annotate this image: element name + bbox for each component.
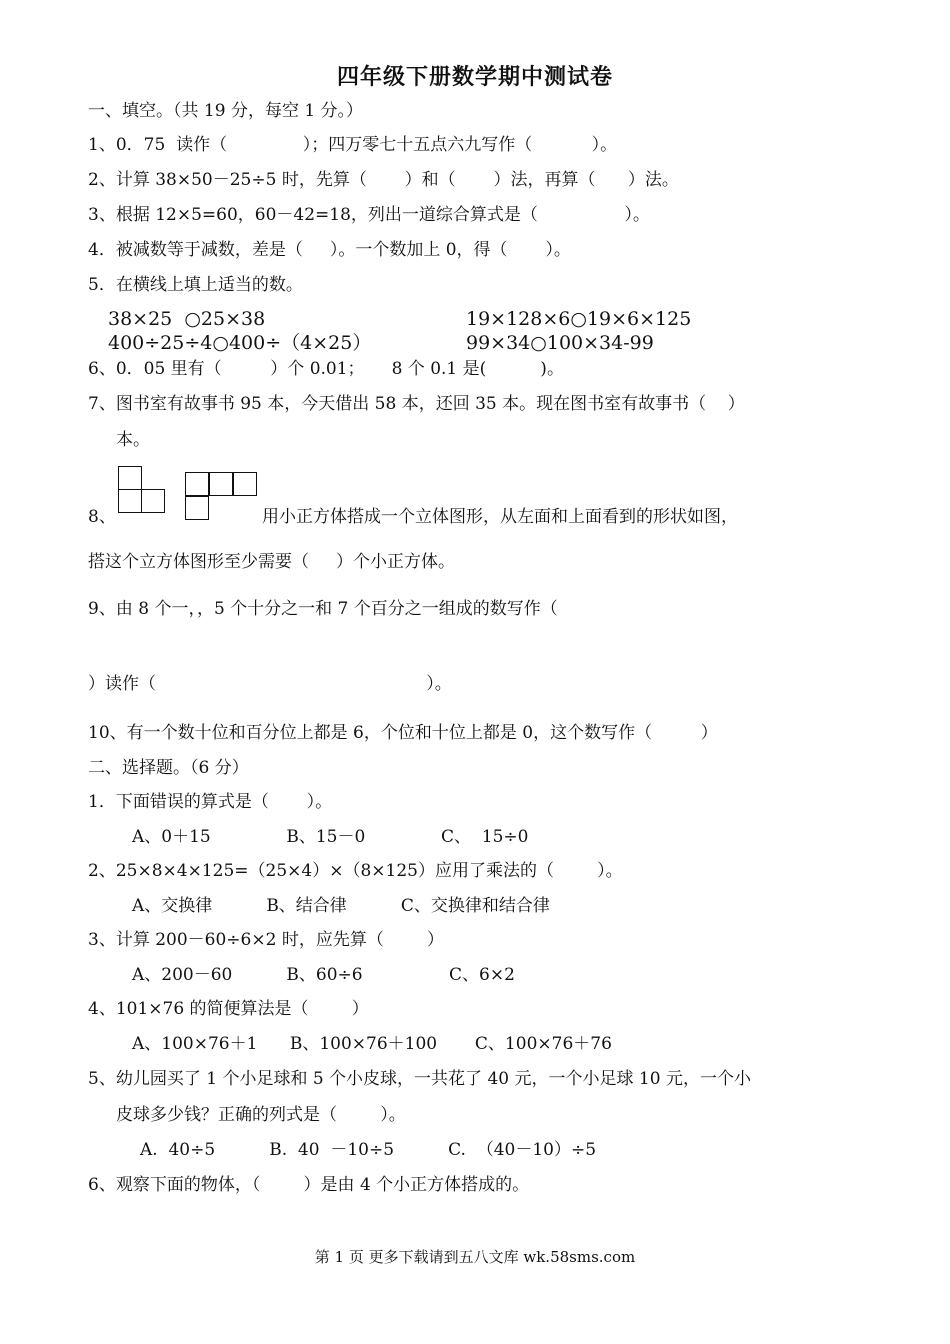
choice-5-line1: 5、幼儿园买了 1 个小足球和 5 个小皮球，一共花了 40 元，一个小足球 10 元，一个小: [88, 1069, 751, 1089]
choice-2-options: A、交换律 B、结合律 C、交换律和结合律: [132, 896, 550, 916]
question-9-line2: ）读作（ ）。: [88, 674, 452, 694]
choice-5-line2: 皮球多少钱？正确的列式是（ ）。: [116, 1105, 406, 1125]
compare-2: 19×128×6○19×6×125: [466, 308, 692, 330]
choice-5-options: A. 40÷5 B. 40 －10÷5 C. （40－10）÷5: [140, 1140, 597, 1160]
choice-1-options: A、0＋15 B、15－0 C、 15÷0: [132, 827, 529, 847]
question-2: 2、计算 38×50－25÷5 时，先算（ ）和（ ）法，再算（ ）法。: [88, 170, 679, 190]
compare-4: 99×34○100×34-99: [466, 332, 654, 354]
question-1: 1、0．75 读作（ ）；四万零七十五点六九写作（ ）。: [88, 135, 618, 155]
question-7-line1: 7、图书室有故事书 95 本，今天借出 58 本，还回 35 本。现在图书室有故事书（ ）: [88, 394, 745, 414]
page-footer: 第 1 页 更多下载请到五八文库 wk.58sms.com: [314, 1248, 636, 1266]
choice-1: 1．下面错误的算式是（ ）。: [88, 792, 333, 812]
question-8-line2: 搭这个立方体图形至少需要（ ）个小正方体。: [88, 552, 456, 572]
question-8-line1: 用小正方体搭成一个立体图形，从左面和上面看到的形状如图，: [262, 507, 738, 527]
choice-6: 6、观察下面的物体，（ ）是由 4 个小正方体搭成的。: [88, 1175, 530, 1195]
section2-heading: 二、选择题。（6 分）: [88, 758, 249, 778]
compare-3: 400÷25÷4○400÷（4×25）: [108, 332, 372, 354]
question-3: 3、根据 12×5=60，60－42=18，列出一道综合算式是（ ）。: [88, 205, 650, 225]
question-7-line2: 本。: [116, 430, 150, 450]
page-title: 四年级下册数学期中测试卷: [336, 64, 613, 90]
choice-3-options: A、200－60 B、60÷6 C、6×2: [132, 965, 515, 985]
question-6: 6、0．05 里有（ ）个 0.01； 8 个 0.1 是( )。: [88, 359, 564, 379]
question-9-line1: 9、由 8 个一，，5 个十分之一和 7 个百分之一组成的数写作（: [88, 599, 558, 619]
question-10: 10、有一个数十位和百分位上都是 6，个位和十位上都是 0，这个数写作（ ）: [88, 723, 718, 743]
choice-4-options: A、100×76＋1 B、100×76＋100 C、100×76＋76: [132, 1034, 612, 1054]
question-4: 4．被减数等于减数，差是（ ）。一个数加上 0，得（ ）。: [88, 240, 571, 260]
compare-1: 38×25 ○25×38: [108, 308, 266, 330]
question-8-number: 8、: [88, 507, 116, 527]
choice-3: 3、计算 200－60÷6×2 时，应先算（ ）: [88, 930, 445, 950]
question-5: 5．在横线上填上适当的数。: [88, 275, 303, 295]
choice-2: 2、25×8×4×125=（25×4）×（8×125）应用了乘法的（ ）。: [88, 861, 623, 881]
section1-heading: 一、填空。（共 19 分，每空 1 分。）: [88, 101, 364, 121]
choice-4: 4、101×76 的简便算法是（ ）: [88, 999, 369, 1019]
